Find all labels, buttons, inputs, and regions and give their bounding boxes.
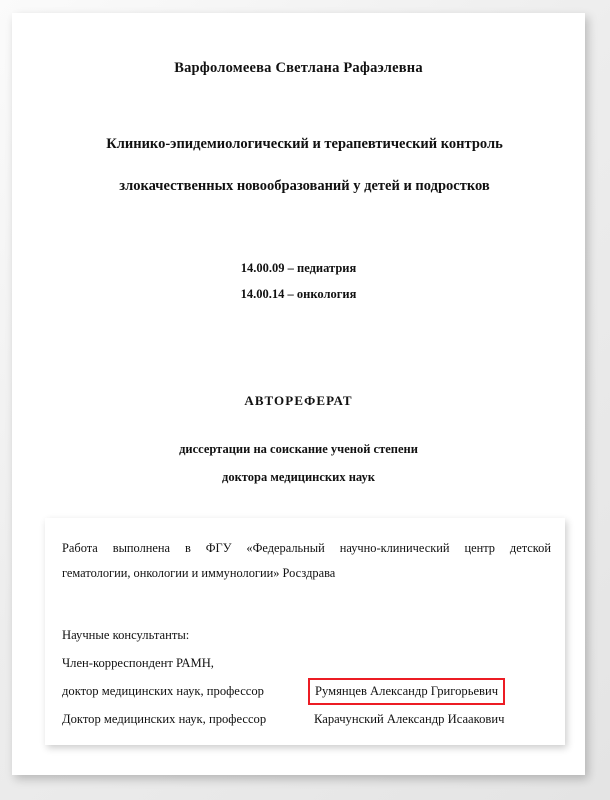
consultant-role: доктор медицинских наук, профессор — [62, 684, 264, 698]
consultant-row — [62, 649, 551, 677]
consultants-heading: Научные консультанты: — [62, 628, 190, 642]
overlay-panel — [45, 518, 565, 745]
specialty-code-1: 14.00.09 – педиатрия — [240, 261, 357, 275]
consultant-name: Карачунский Александр Исаакович — [314, 712, 505, 726]
overlay-content — [62, 536, 551, 586]
specialty-code-2: 14.00.14 – онкология — [240, 287, 357, 301]
consultant-role: Член-корреспондент РАМН, — [62, 656, 214, 670]
author-name: Варфоломеева Светлана Рафаэлевна — [174, 60, 423, 76]
organization-paragraph — [62, 536, 551, 586]
highlighted-consultant-name: Румянцев Александр Григорьевич — [308, 678, 505, 705]
consultant-row-highlighted — [62, 677, 551, 705]
degree-line-2: доктора медицинских наук — [222, 470, 375, 484]
specialty-codes — [12, 255, 585, 307]
organization-line-1: Работа выполнена в ФГУ «Федеральный научно-клинический центр детской — [62, 541, 551, 555]
title-line-2: злокачественных новообразований у детей и подростков — [119, 178, 490, 194]
degree-line-1: диссертации на соискание ученой степени — [179, 442, 418, 456]
title-line-1: Клинико-эпидемиологический и терапевтический контроль — [106, 136, 503, 152]
degree-statement — [12, 435, 585, 491]
consultants-section — [62, 622, 551, 733]
organization-line-2: гематологии, онкологии и иммунологии» Росздрава — [62, 566, 336, 580]
document-kind-heading: АВТОРЕФЕРАТ — [244, 393, 353, 408]
consultant-row — [62, 705, 551, 733]
page-title — [72, 123, 537, 207]
consultant-role: Доктор медицинских наук, профессор — [62, 712, 267, 726]
